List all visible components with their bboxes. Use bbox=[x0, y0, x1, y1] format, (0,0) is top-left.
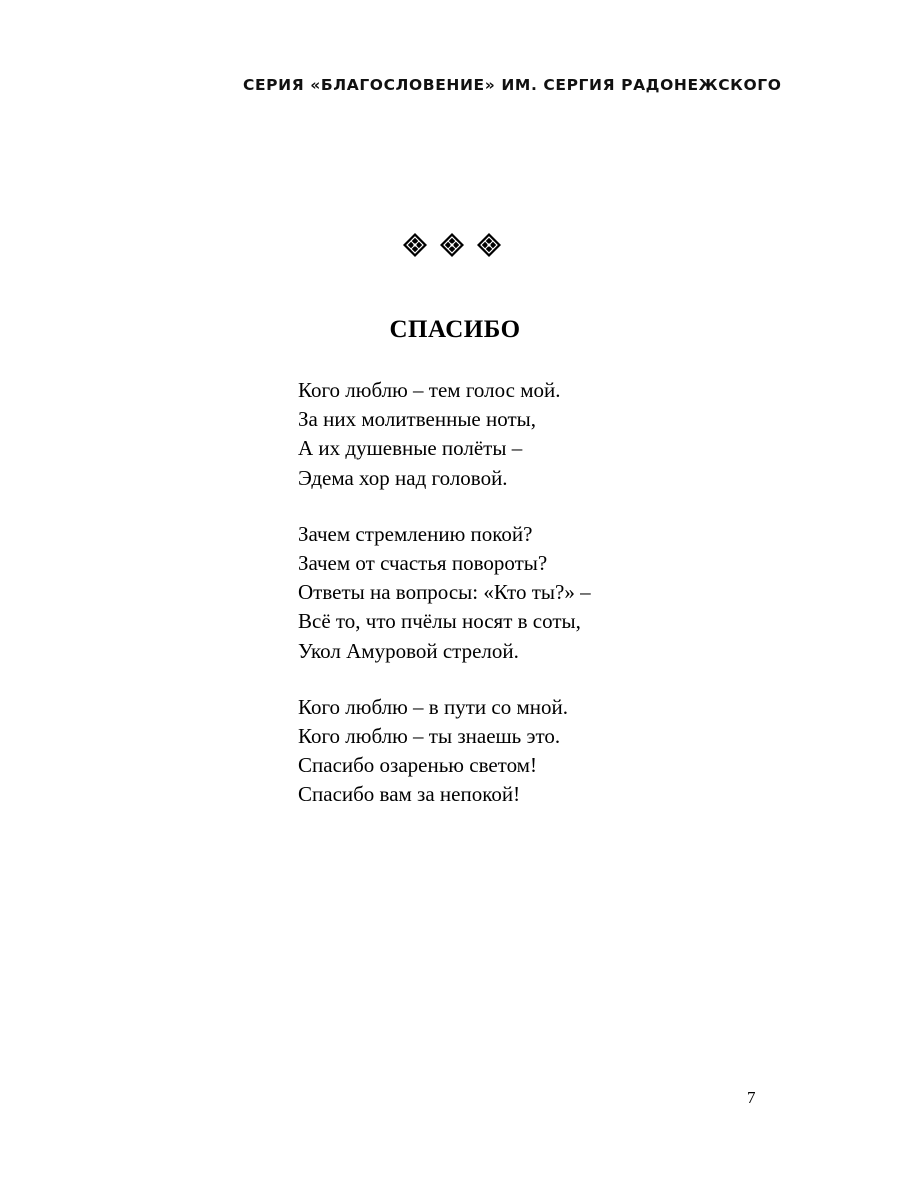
stanza bbox=[298, 376, 718, 493]
poem-line: Кого люблю – тем голос мой. bbox=[298, 378, 561, 402]
poem-body bbox=[298, 376, 718, 836]
poem-line: За них молитвенные ноты, bbox=[298, 407, 536, 432]
poem-line: Укол Амуровой стрелой. bbox=[298, 638, 519, 663]
poem-line: Кого люблю – в пути со мной. bbox=[298, 694, 568, 719]
diamond-knot-icon bbox=[439, 232, 465, 260]
poem-line: Эдема хор над головой. bbox=[298, 465, 508, 490]
poem-line: А их душевные полёты – bbox=[298, 436, 523, 461]
diamond-knot-icon bbox=[402, 232, 428, 260]
poem-line: Спасибо озаренью светом! bbox=[298, 753, 537, 778]
poem-line: Всё то, что пчёлы носят в соты, bbox=[298, 609, 581, 634]
poem-title: СПАСИБО bbox=[389, 316, 521, 343]
poem-line: Кого люблю – ты знаешь это. bbox=[298, 723, 561, 748]
stanza bbox=[298, 520, 718, 666]
poem-line: Спасибо вам за непокой! bbox=[298, 782, 521, 807]
stanza bbox=[298, 693, 718, 810]
poem-line: Ответы на вопросы: «Кто ты?» – bbox=[298, 580, 591, 605]
page-number: 7 bbox=[747, 1088, 756, 1107]
diamond-knot-icon bbox=[476, 232, 502, 260]
ornament-divider bbox=[402, 232, 512, 260]
series-header: СЕРИЯ «БЛАГОСЛОВЕНИЕ» ИМ. СЕРГИЯ РАДОНЕЖСКОГО bbox=[243, 76, 782, 94]
poem-line: Зачем от счастья повороты? bbox=[298, 550, 548, 575]
poem-line: Зачем стремлению покой? bbox=[298, 521, 533, 546]
